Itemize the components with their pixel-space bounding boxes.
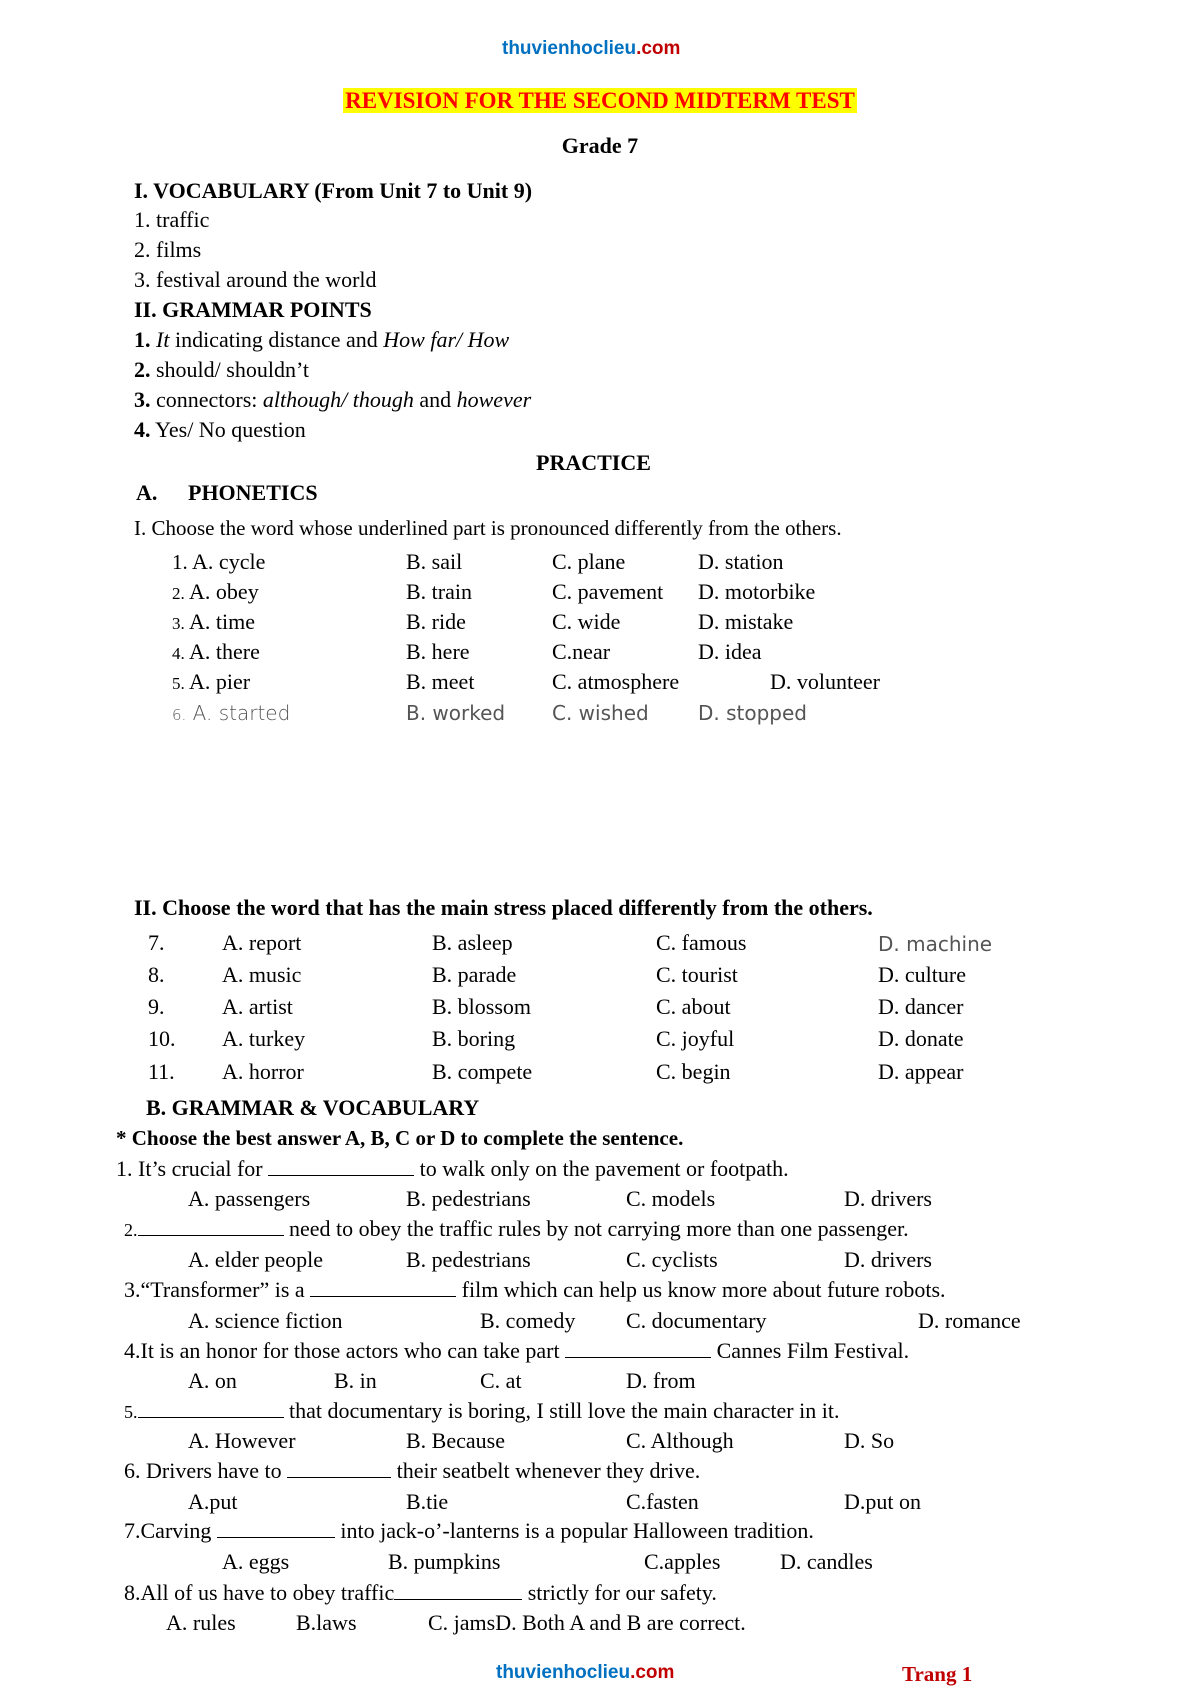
document-title: REVISION FOR THE SECOND MIDTERM TEST [345,88,855,113]
option-d: D. idea [698,639,762,664]
header-site-link[interactable] [502,38,680,60]
option-d: D. appear [878,1059,964,1084]
option-d: D. drivers [844,1247,932,1272]
option-a: A. rules [166,1610,236,1635]
stress-num: 11. [148,1059,175,1084]
option-d: D. donate [878,1026,964,1051]
grade-label: Grade 7 [561,133,639,158]
option-c: C. pavement [552,579,664,604]
option-b: B. train [406,579,472,604]
option-d: D. machine [878,932,993,956]
option-c-d: C. jamsD. Both A and B are correct. [428,1610,746,1635]
option-c: C.fasten [626,1489,699,1514]
phonetics-row-3: 3. A. time [172,609,256,634]
question-1: 1. It’s crucial for to walk only on the pavement or footpath. [116,1156,789,1181]
option-d: D. from [626,1368,696,1393]
question-5: 5. that documentary is boring, I still love the main character in it. [124,1398,840,1423]
grammar-point-4: 4. Yes/ No question [134,417,306,442]
option-b: B. meet [406,669,475,694]
option-b: B. compete [432,1059,533,1084]
option-a: A. horror [222,1059,304,1084]
option-b: B. here [406,639,470,664]
page-number: Trang 1 [902,1662,973,1686]
grammar-vocab-instruction: * Choose the best answer A, B, C or D to complete the sentence. [116,1126,684,1150]
option-b: B. comedy [480,1308,576,1333]
option-b: B. ride [406,609,466,634]
grammar-vocab-heading: B. GRAMMAR & VOCABULARY [146,1095,480,1120]
option-c: C. plane [552,549,626,574]
option-a: A. music [222,962,302,987]
vocab-item: 3. festival around the world [134,267,377,292]
option-a: A. turkey [222,1026,306,1051]
phonetics-row-5: 5. A. pier [172,669,251,694]
option-c: C. wished [552,701,649,725]
option-a: A. passengers [188,1186,311,1211]
option-a: A. artist [222,994,293,1019]
option-d: D. candles [780,1549,873,1574]
grammar-point-2: 2. should/ shouldn’t [134,357,310,382]
option-d: D. romance [918,1308,1021,1333]
option-d: D. culture [878,962,966,987]
vocab-item: 1. traffic [134,207,210,232]
site-name: thuvienhoclieu [502,38,637,59]
option-c: C.apples [644,1549,721,1574]
option-b: B. boring [432,1026,516,1051]
option-b: B. asleep [432,930,513,955]
stress-instruction: II. Choose the word that has the main stress placed differently from the others. [134,895,873,920]
phonetics-instruction: I. Choose the word whose underlined part is pronounced differently from the others. [134,516,842,540]
option-b: B.laws [296,1610,357,1635]
option-a: A.put [188,1489,238,1514]
phonetics-row-4: 4. A. there [172,639,260,664]
option-d: D. So [844,1428,895,1453]
question-3: 3.“Transformer” is a film which can help us know more about future robots. [124,1277,946,1302]
grammar-heading: II. GRAMMAR POINTS [134,297,372,322]
option-b: B. in [334,1368,377,1393]
option-c: C. tourist [656,962,738,987]
option-c: C.near [552,639,611,664]
stress-num: 10. [148,1026,176,1051]
option-b: B. pumpkins [388,1549,501,1574]
option-c: C. documentary [626,1308,767,1333]
site-tld: .com [630,1662,675,1683]
vocab-item: 2. films [134,237,202,262]
option-d: D. mistake [698,609,794,634]
option-b: B. Because [406,1428,505,1453]
question-4: 4.It is an honor for those actors who can take part Cannes Film Festival. [124,1338,910,1363]
option-c: C. cyclists [626,1247,718,1272]
option-c: C. atmosphere [552,669,680,694]
stress-num: 8. [148,962,165,987]
option-d: D. stopped [698,701,808,725]
question-8: 8.All of us have to obey traffic strictly for our safety. [124,1580,717,1605]
option-c: C. begin [656,1059,731,1084]
site-name: thuvienhoclieu [496,1662,631,1683]
phonetics-heading: PHONETICS [188,480,318,505]
option-c: C. famous [656,930,747,955]
option-c: C. at [480,1368,522,1393]
option-c: C. about [656,994,731,1019]
option-d: D. station [698,549,784,574]
option-d: D. volunteer [770,669,880,694]
option-b: B. pedestrians [406,1186,531,1211]
grammar-point-1: 1. It indicating distance and How far/ How [134,327,510,352]
grammar-point-3: 3. connectors: although/ though and however [134,387,532,412]
option-a: A. However [188,1428,296,1453]
phonetics-row-6: 6. A. started [172,701,291,725]
question-6: 6. Drivers have to their seatbelt whenever they drive. [124,1458,701,1483]
option-d: D. dancer [878,994,964,1019]
option-c: C. joyful [656,1026,735,1051]
option-d: D. drivers [844,1186,932,1211]
option-a: A. on [188,1368,237,1393]
option-b: B. sail [406,549,463,574]
option-c: C. Although [626,1428,734,1453]
stress-num: 9. [148,994,165,1019]
stress-num: 7. [148,930,165,955]
option-a: A. science fiction [188,1308,343,1333]
question-7: 7.Carving into jack-o’-lanterns is a popular Halloween tradition. [124,1518,814,1543]
option-a: A. elder people [188,1247,323,1272]
phonetics-row-1: 1. A. cycle [172,549,266,574]
phonetics-letter: A. [136,480,158,505]
option-c: C. models [626,1186,716,1211]
option-b: B. worked [406,701,506,725]
option-c: C. wide [552,609,621,634]
option-a: A. report [222,930,302,955]
option-d: D. motorbike [698,579,816,604]
phonetics-row-2: 2. A. obey [172,579,259,604]
question-2: 2. need to obey the traffic rules by not carrying more than one passenger. [124,1216,909,1241]
site-tld: .com [636,38,681,59]
option-b: B. parade [432,962,517,987]
practice-heading: PRACTICE [536,450,651,475]
option-b: B. pedestrians [406,1247,531,1272]
option-b: B. blossom [432,994,532,1019]
option-d: D.put on [844,1489,921,1514]
option-b: B.tie [406,1489,449,1514]
footer-site-link[interactable] [496,1662,674,1684]
option-a: A. eggs [222,1549,290,1574]
vocab-heading: I. VOCABULARY (From Unit 7 to Unit 9) [134,178,533,203]
